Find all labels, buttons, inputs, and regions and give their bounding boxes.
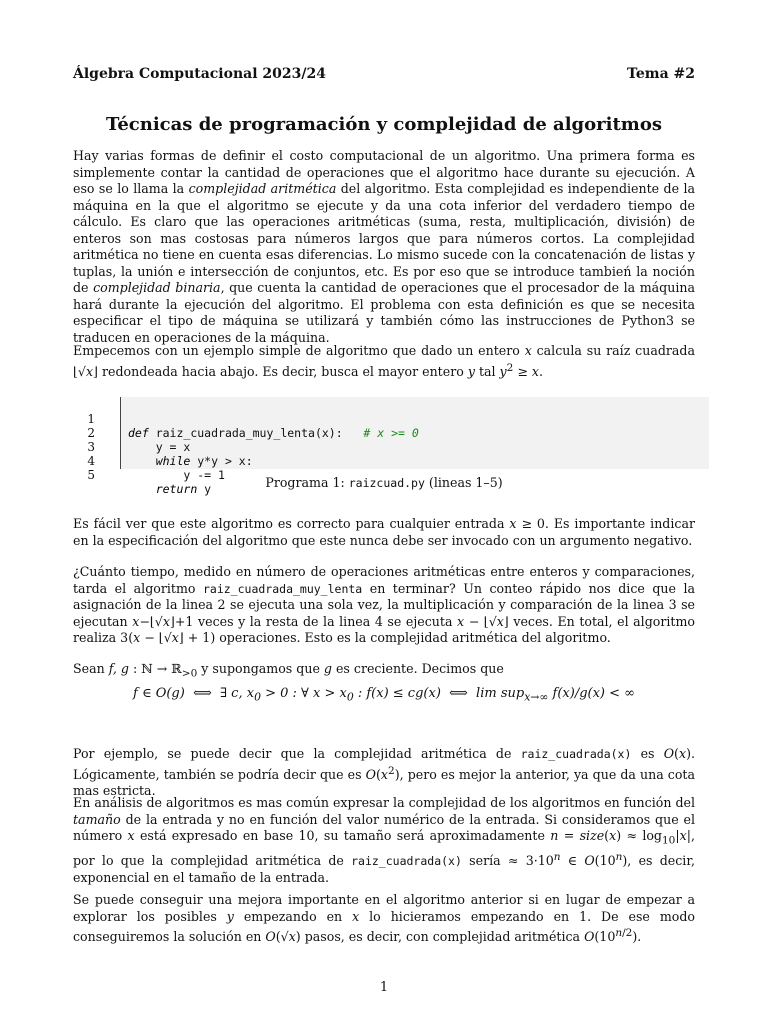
line-number: 5 bbox=[87, 468, 95, 482]
caption-suffix: (lineas 1–5) bbox=[424, 475, 503, 490]
code-source bbox=[128, 426, 419, 440]
code-indent bbox=[128, 440, 156, 454]
code-indent bbox=[128, 454, 156, 468]
paragraph-counting: ¿Cuánto tiempo, medido en número de operaciones aritméticas entre enteros y comparaciones, tarda el algoritmo raiz_cuadrada_muy_lenta en terminar? Un conteo rápido nos dice que la asignación de la linea 2 se ejecuta una sola vez, la multiplicación y comparación de la linea 3 se ejecutan x−⌊√x⌋+1 veces y la resta de la linea 4 se ejecuta x − ⌊√x⌋ veces. En total, el algoritmo realiza 3(x − ⌊√x⌋ + 1) operaciones. Esto es la complejidad aritmética del algoritmo. bbox=[73, 564, 695, 645]
course-title: Álgebra Computacional 2023/24 bbox=[73, 66, 326, 82]
paragraph-example-complexity: Por ejemplo, se puede decir que la complejidad aritmética de raiz_cuadrada(x) es O(x). Lógicamente, también se podría decir que es $O(x^2)$, pero es mejor la anterior, ya que da una cota mas estricta. bbox=[73, 746, 696, 799]
caption-prefix: Programa 1: bbox=[265, 475, 349, 490]
code-text: raiz_cuadrada_muy_lenta(x): bbox=[148, 426, 364, 440]
code-line bbox=[53, 398, 419, 440]
paragraph-definition: Sean f, g : ℕ → ℝ$_{>0}$ y supongamos que g es creciente. Decimos que bbox=[73, 661, 504, 680]
code-source bbox=[128, 440, 190, 454]
code-keyword: return bbox=[155, 482, 198, 496]
code-text: y -= 1 bbox=[183, 468, 225, 482]
code-text: y*y > x: bbox=[190, 454, 253, 468]
paragraph-intro: Hay varias formas de definir el costo computacional de un algoritmo. Una primera forma es simplemente contar la cantidad de operaciones que el algoritmo hace durante su ejecución. A eso se lo llama la complejidad aritmética del algoritmo. Esta complejidad es independiente de la máquina en la que el algoritmo se ejecute y da una cota inferior del verdadero tiempo de cálculo. Es claro que las operaciones aritméticas (suma, resta, multiplicación, división) de enteros son mas costosas para números largos que para números cortos. La complejidad aritmética no tiene en cuenta esas diferencias. Lo mismo sucede con la concatenación de listas y tuplas, la unión e intersección de conjuntos, etc. Es por eso que se introduce tambień la noción de complejidad binaria, que cuenta la cantidad de operaciones que el procesador de la máquina hará durante la ejecución del algoritmo. El problema con esta definición es que se necesita especificar el tipo de máquina se utilizará y también cómo las instrucciones de Python3 se traducen en operaciones de la máquina. bbox=[73, 148, 695, 345]
paragraph-input-size: En análisis de algoritmos es mas común expresar la complejidad de los algoritmos en función del tamaño de la entrada y no en función del valor numérico de la entrada. Si consideramos que el número x está expresado en base 10, su tamaño será aproximadamente n = size(x) ≈ $\log_{10}|x|$, por lo que la complejidad aritmética de raiz_cuadrada(x) sería ≈ $3\cdot 10^n$ ∈ O(10$^n$), es decir, exponencial en el tamaño de la entrada. bbox=[73, 795, 695, 885]
paragraph-improvement: Se puede conseguir una mejora importante en el algoritmo anterior si en lugar de empezar a explorar los posibles y empezando en x lo hicieramos empezando en 1. De ese modo conseguiremos la solución en O(√x) pasos, es decir, con complejidad aritmética $O(10^{n/2})$. bbox=[73, 892, 695, 945]
topic-label: Tema #2 bbox=[627, 66, 695, 82]
paragraph-correctness: Es fácil ver que este algoritmo es correcto para cualquier entrada x ≥ 0. Es importante indicar en la especificación del algoritmo que este nunca debe ser invocado con un argumento negativo. bbox=[73, 516, 695, 548]
line-number: 3 bbox=[87, 440, 95, 454]
document-page bbox=[73, 0, 695, 1024]
code-comment: # x >= 0 bbox=[363, 426, 419, 440]
caption-filename: raizcuad.py bbox=[348, 476, 425, 490]
code-keyword: def bbox=[128, 426, 149, 440]
code-caption bbox=[73, 475, 695, 490]
page-number: 1 bbox=[379, 980, 389, 995]
code-keyword: while bbox=[155, 454, 191, 468]
line-number: 4 bbox=[87, 454, 95, 468]
big-o-formula: f ∈ O(g) ⟺ ∃ c, $x_0 > 0$ : ∀ $x > x_0$ : f(x) ≤ cg(x) ⟺ lim sup$_{x\to\infty}$ f(x)/g(x) < ∞ bbox=[133, 686, 635, 704]
paragraph-example-intro: Empecemos con un ejemplo simple de algoritmo que dado un entero x calcula su raíz cuadrada ⌊√x⌋ redondeada hacia abajo. Es decir, busca el mayor entero y tal $y^2 \ge x$. bbox=[73, 343, 695, 379]
code-text: y bbox=[197, 482, 212, 496]
code-gutter-rule bbox=[120, 397, 121, 469]
code-source bbox=[128, 454, 253, 468]
line-number: 1 bbox=[87, 412, 95, 426]
code-text: y = x bbox=[155, 440, 191, 454]
line-number: 2 bbox=[87, 426, 95, 440]
section-title: Técnicas de programación y complejidad de algoritmos bbox=[106, 114, 662, 135]
